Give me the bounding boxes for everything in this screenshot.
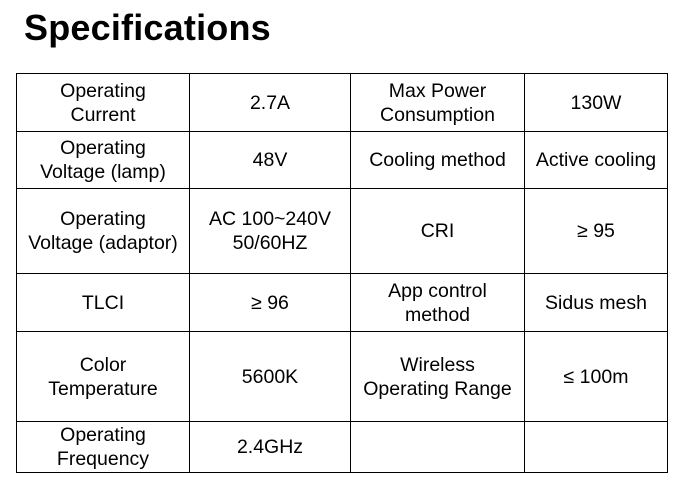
cell-text: ≤ 100m — [563, 365, 629, 388]
spec-label-cell — [351, 332, 525, 422]
spec-value-cell — [190, 189, 351, 274]
cell-text: Frequency — [56, 448, 150, 470]
spec-label-cell — [17, 422, 190, 473]
table-row — [17, 422, 668, 473]
cell-text: 2.7A — [249, 91, 291, 114]
cell-text: App control — [388, 279, 487, 302]
cell-text: Color — [79, 353, 127, 376]
spec-label-cell — [17, 132, 190, 189]
cell-text: 48V — [252, 149, 288, 171]
spec-label-cell — [17, 274, 190, 332]
cell-text: Max Power — [388, 79, 487, 102]
empty-cell — [351, 422, 525, 473]
cell-text: Voltage (adaptor) — [28, 232, 178, 254]
cell-text: 50/60HZ — [232, 232, 308, 254]
cell-text: Operating — [60, 137, 146, 159]
cell-text: Active cooling — [535, 149, 657, 171]
page-title: Specifications — [24, 7, 271, 48]
cell-text: Consumption — [380, 103, 495, 126]
cell-text: method — [404, 303, 471, 326]
cell-text: Operating — [60, 79, 146, 102]
table-row — [17, 274, 668, 332]
empty-cell — [525, 422, 668, 473]
cell-text: Sidus mesh — [545, 291, 647, 314]
spec-label-cell — [17, 189, 190, 274]
cell-text: Operating — [60, 208, 146, 230]
spec-value-cell — [525, 189, 668, 274]
spec-label-cell — [351, 189, 525, 274]
spec-value-cell — [525, 132, 668, 189]
spec-label-cell — [351, 274, 525, 332]
cell-text: CRI — [420, 220, 455, 242]
cell-text: ≥ 95 — [577, 220, 615, 242]
spec-value-cell — [190, 74, 351, 132]
table-row — [17, 332, 668, 422]
spec-value-cell — [190, 132, 351, 189]
spec-value-cell — [190, 422, 351, 473]
cell-text: Operating Range — [363, 377, 512, 400]
cell-text: Temperature — [48, 377, 158, 400]
spec-value-cell — [525, 274, 668, 332]
cell-text: Voltage (lamp) — [40, 161, 166, 183]
table-row — [17, 132, 668, 189]
cell-text: AC 100~240V — [209, 208, 331, 230]
table-row — [17, 74, 668, 132]
spec-label-cell — [351, 74, 525, 132]
cell-text: 130W — [570, 91, 622, 114]
table-row — [17, 189, 668, 274]
cell-text: 5600K — [241, 365, 299, 388]
specifications-table — [16, 73, 668, 473]
cell-text: Current — [70, 103, 136, 126]
cell-text: 2.4GHz — [236, 436, 304, 458]
spec-label-cell — [17, 74, 190, 132]
spec-value-cell — [190, 274, 351, 332]
spec-value-cell — [190, 332, 351, 422]
spec-label-cell — [17, 332, 190, 422]
cell-text: Wireless — [400, 353, 475, 376]
spec-value-cell — [525, 332, 668, 422]
cell-text: Cooling method — [369, 149, 506, 171]
cell-text: TLCI — [81, 291, 125, 314]
spec-label-cell — [351, 132, 525, 189]
spec-value-cell — [525, 74, 668, 132]
specifications-table-body — [17, 74, 668, 473]
cell-text: ≥ 96 — [251, 291, 289, 314]
cell-text: Operating — [60, 424, 146, 446]
